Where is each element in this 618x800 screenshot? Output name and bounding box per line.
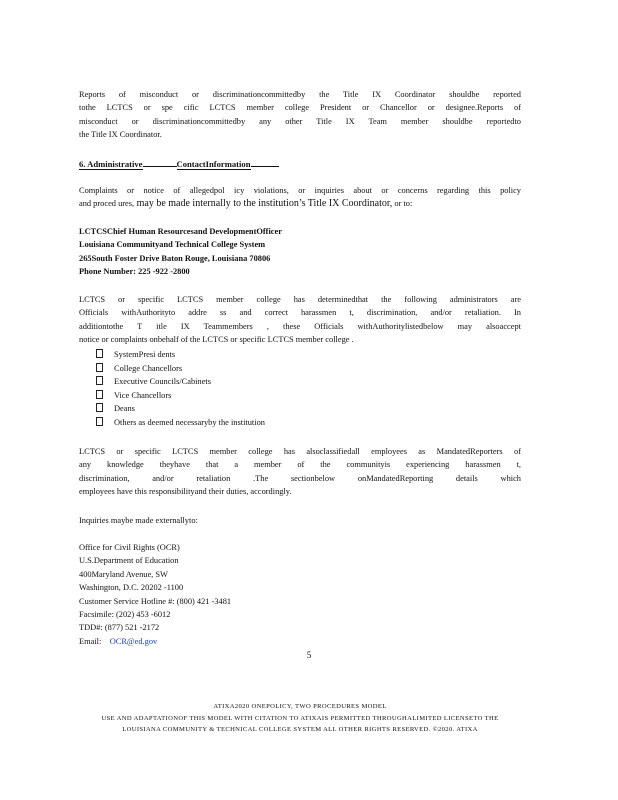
text-line: Reports of misconduct or discriminationcommittedby the Title IX Coordinator shouldbe reported [79,90,521,99]
bullet-box-icon [96,349,103,358]
footer-line: LOUISIANA COMMUNITY & TECHNICAL COLLEGE SYSTEM ALL OTHER RIGHTS RESERVED. ©2020. ATIXA [122,726,478,733]
ocr-department: U.S.Department of Education [79,556,179,566]
text-line: LCTCS or specific LCTCS member college has determinedthat the following administrators are [79,295,521,304]
list-item: Executive Councils/Cabinets [96,375,396,389]
text-line: employees have this responsibilityand their duties, accordingly. [79,487,292,497]
ocr-city: Washington, D.C. 20202 -1100 [79,583,184,593]
text-line: Complaints or notice of allegedpol icy violations, or inquiries about or concerns regarding this policy [79,186,521,195]
email-label: Email: [79,636,102,646]
text-line: Inquiries maybe made externallyto: [79,516,198,525]
contact-phone: Phone Number: 225 -922 -2800 [79,267,190,277]
ocr-office-name: Office for Civil Rights (OCR) [79,543,180,552]
section-6-heading [79,157,521,171]
footer-line: USE AND ADAPTATIONOF THIS MODEL WITH CITATION TO ATIXAIS PERMITTED THROUGHALIMITED LICENSETO THE [101,714,499,722]
bullet-box-icon [96,363,103,372]
misconduct-reporting-paragraph [79,88,521,142]
bullet-box-icon [96,417,103,426]
footer-line: ATIXA2020 ONEPOLICY, TWO PROCEDURES MODEL [213,703,387,710]
ocr-fax: Facsimile: (202) 453 -6012 [79,609,171,619]
text-line: LCTCS or specific LCTCS member college has alsoclassifiedall employees as MandatedReporters of [79,447,521,456]
contact-street-address: 265South Foster Drive Baton Rouge, Louisiana 70806 [79,253,271,263]
list-item: Deans [96,402,396,416]
list-item: College Chancellors [96,362,396,376]
text-fragment: may be made internally to the institution’s Title IX Coordinator, [134,198,393,210]
text-line: misconduct or discriminationcommittedby any other Title IX Team member shouldbe reportedto [79,116,521,126]
mandated-reporters-paragraph [79,445,521,499]
email-link[interactable]: OCR@ed.gov [109,636,158,646]
bullet-box-icon [96,403,103,412]
bullet-box-icon [96,390,103,399]
complaints-paragraph [79,184,521,211]
ocr-street: 400Maryland Avenue, SW [79,569,168,579]
text-line: tothe LCTCS or spe cific LCTCS member college President or Chancellor or designee.Reports of [79,103,521,113]
page-number: 5 [306,650,312,660]
text-line [79,197,521,210]
officials-authority-paragraph [79,293,521,347]
text-fragment: or to: [392,199,413,209]
ocr-hotline: Customer Service Hotline #: (800) 421 -3481 [79,596,232,606]
contact-organization: Louisiana Communityand Technical College System [79,240,266,250]
external-inquiries-line [79,514,521,527]
ocr-email-line [79,635,521,648]
lctcs-contact-address [79,225,521,279]
page-footer [80,701,520,736]
list-item: Vice Chancellors [96,389,396,403]
bullet-box-icon [96,376,103,385]
officials-bullet-list [96,348,396,430]
contact-title: LCTCSChief Human Resourcesand DevelopmentOfficer [79,227,282,236]
heading-underline [143,157,177,167]
list-item: Others as deemed necessaryby the institution [96,416,396,430]
ocr-tdd: TDD#: (877) 521 -2172 [79,623,160,633]
heading-underline [251,157,279,167]
section-heading-title: ContactInformation [176,159,251,169]
section-heading-number: 6. Administrative [79,159,143,169]
text-fragment: and proced ures, [79,199,135,209]
list-item: SystemPresi dents [96,348,396,362]
text-line: notice or complaints onbehalf of the LCTCS or specific LCTCS member college . [79,335,354,345]
text-line: Officials withAuthorityto addre ss and correct harassmen t, discrimination, and/or retaliation. In [79,308,521,318]
text-line: any knowledge theyhave that a member of the communityis experiencing harassmen t, [79,460,521,470]
text-line: discrimination, and/or retaliation .The sectionbelow onMandatedReporting details which [79,473,521,483]
text-line: additiontothe T itle IX Teammembers , these Officials withAuthoritylistedbelow may alsoaccept [79,321,521,331]
text-line: the Title IX Coordinator. [79,130,162,140]
ocr-contact-block [79,541,521,648]
